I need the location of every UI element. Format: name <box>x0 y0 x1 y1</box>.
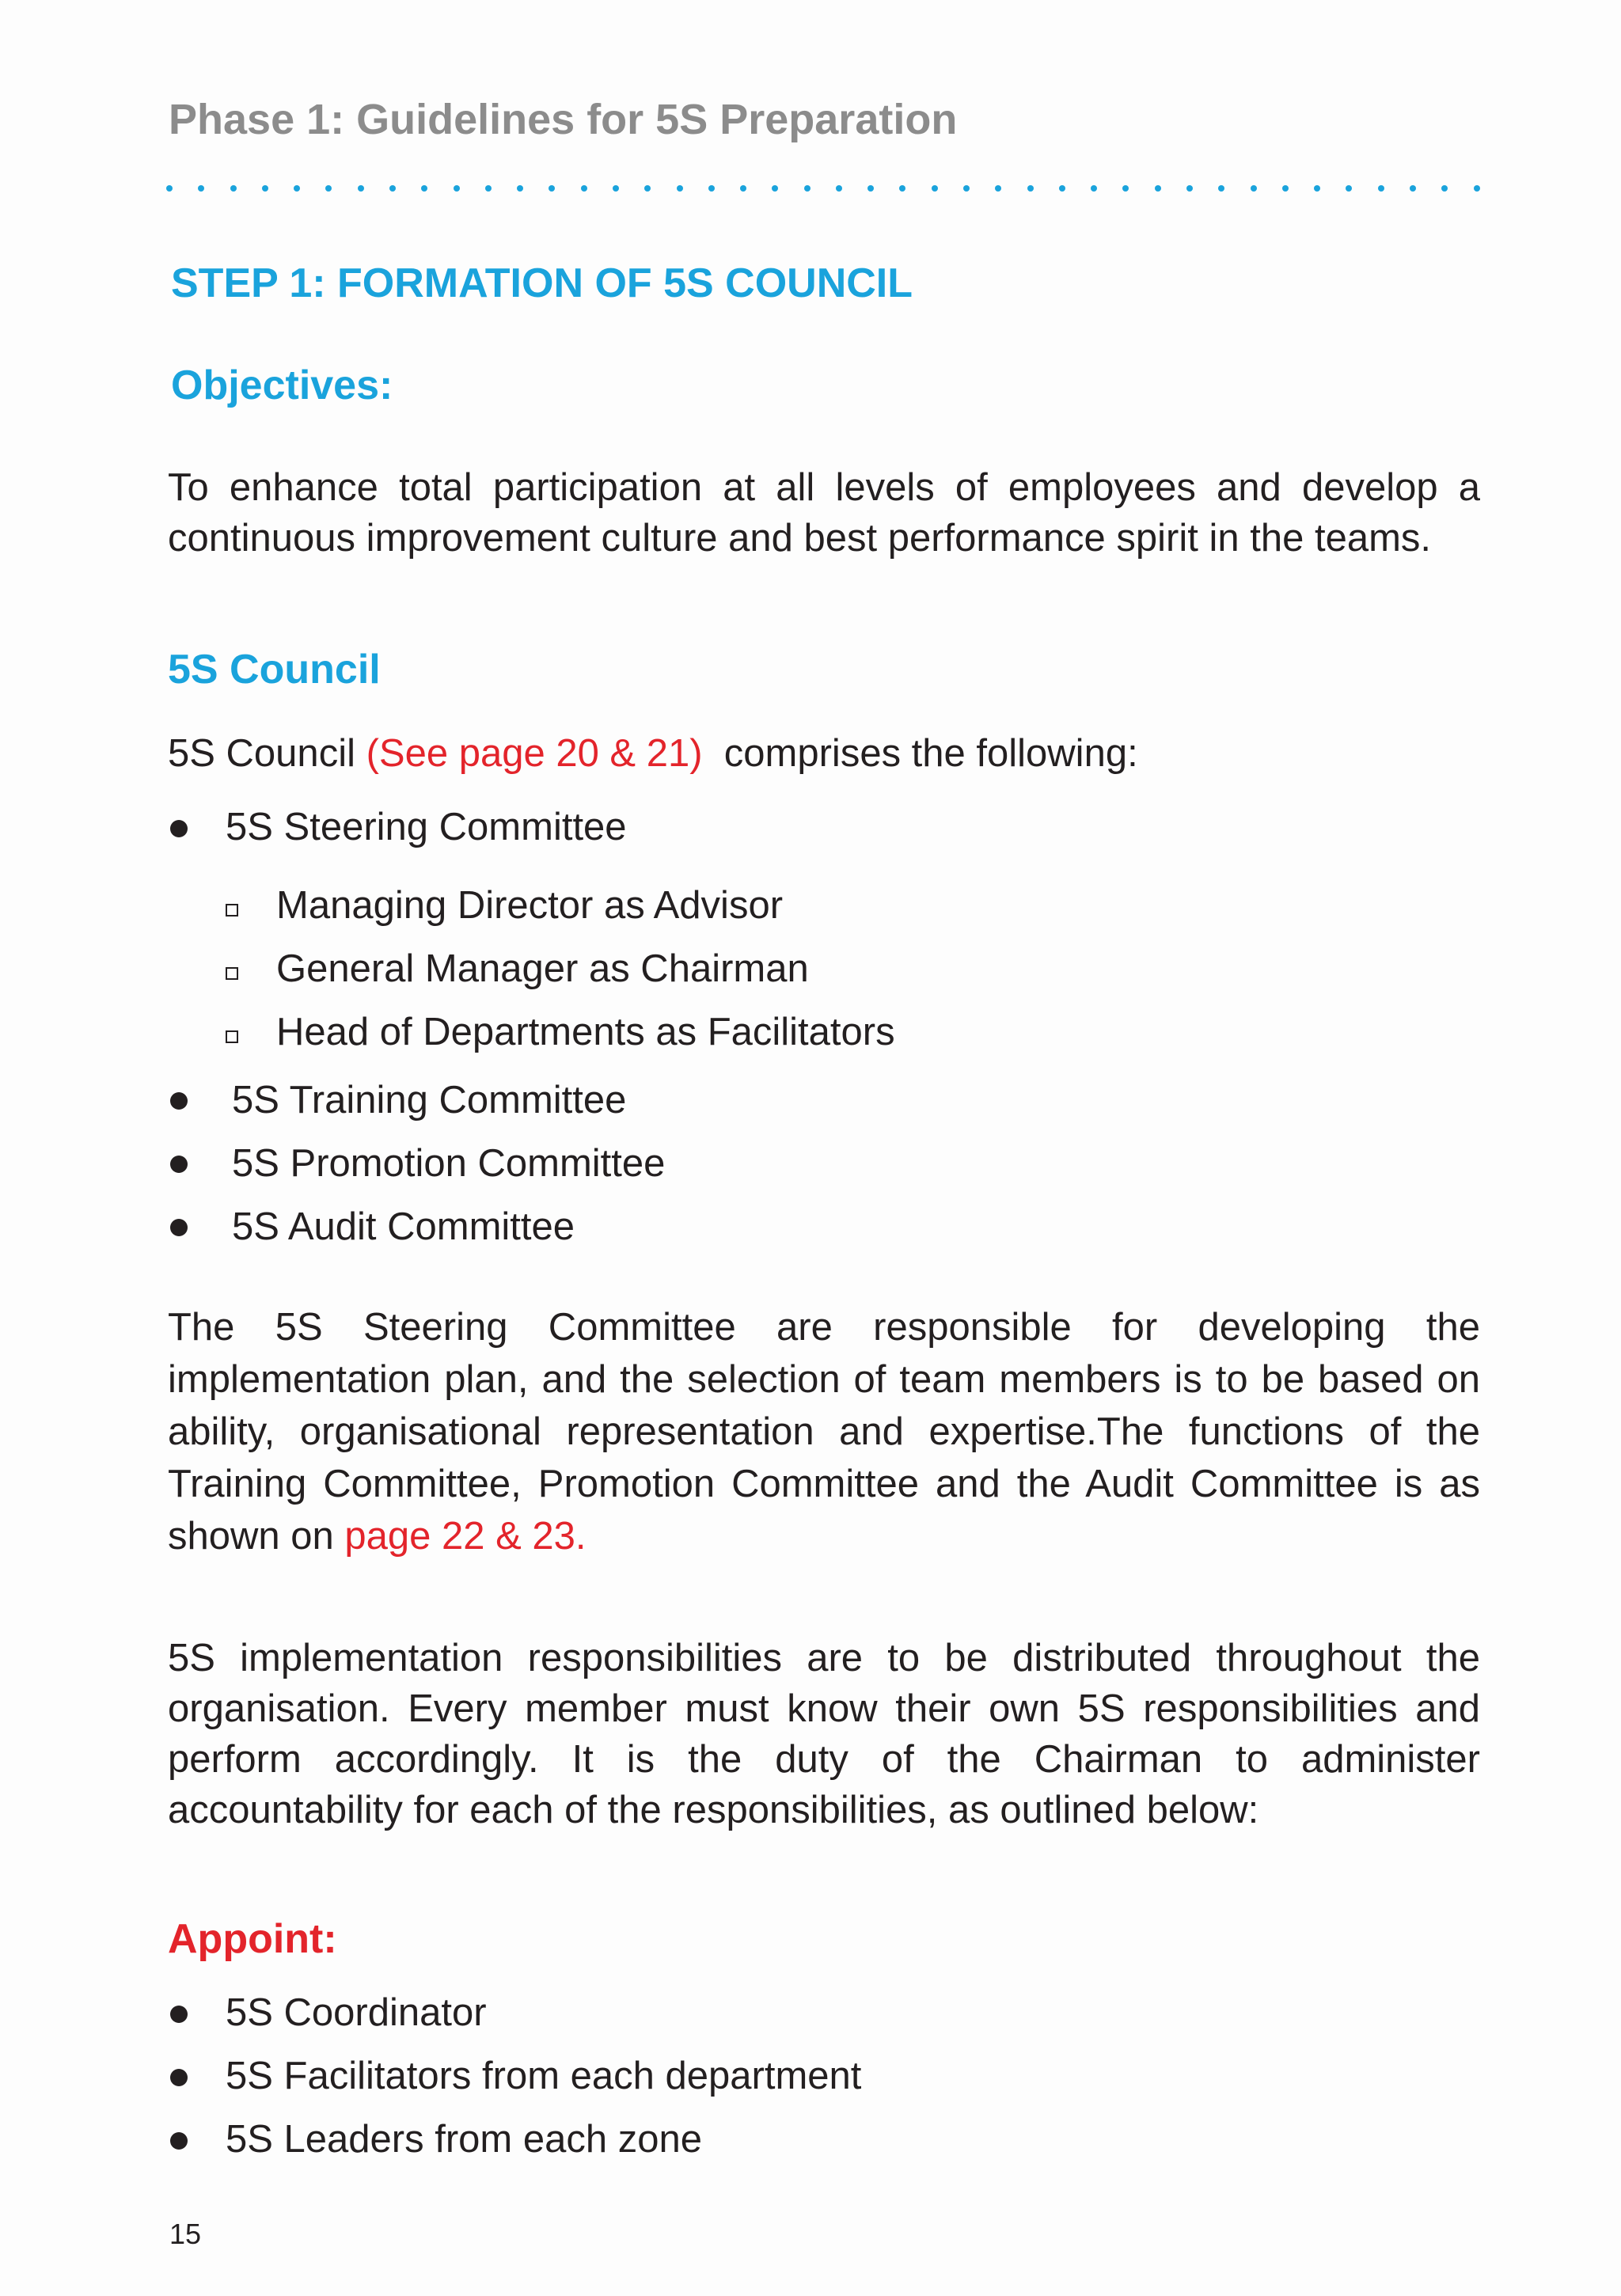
step-title: STEP 1: FORMATION OF 5S COUNCIL <box>171 260 913 306</box>
divider-dot <box>1282 185 1289 192</box>
list-item-audit-committee: 5S Audit Committee <box>232 1205 575 1248</box>
divider-dot <box>1027 185 1034 192</box>
sub-list-item: Managing Director as Advisor <box>276 884 784 927</box>
list-item-training-committee: 5S Training Committee <box>232 1079 627 1121</box>
divider-dot <box>1410 185 1416 192</box>
appoint-heading: Appoint: <box>168 1916 337 1962</box>
divider-dot <box>613 185 619 192</box>
implementation-paragraph: 5S implementation responsibilities are to be distributed throughout the organisation. Every member must know their own 5S responsibilities and perform accordingly. It is the duty of the Chairman to administer accountability for each of the responsibilities, as outlined below: <box>168 1637 1480 1831</box>
divider-dot <box>1441 185 1448 192</box>
divider-dot <box>708 185 715 192</box>
divider-dot <box>772 185 778 192</box>
steering-paragraph-text: The 5S Steering Committee are responsible for developing the implementation plan, and the selection of team members is to be based on ability, organisational representation and expertise.The functions of the Training Committee, Promotion Committee and the Audit Committee is as shown on <box>168 1306 1480 1558</box>
list-item-leaders: 5S Leaders from each zone <box>226 2118 702 2161</box>
bullet-icon <box>170 820 188 837</box>
divider-dot <box>1155 185 1161 192</box>
divider-dot <box>740 185 746 192</box>
divider-dot <box>230 185 237 192</box>
divider-dot <box>517 185 523 192</box>
steering-committee-paragraph <box>168 1301 1480 1562</box>
council-intro <box>168 731 1138 776</box>
objectives-heading: Objectives: <box>171 362 393 408</box>
divider-dot <box>1059 185 1065 192</box>
divider-dot <box>644 185 651 192</box>
divider-dot <box>1218 185 1224 192</box>
divider-dot <box>262 185 268 192</box>
divider-dot <box>1474 185 1480 192</box>
council-intro-suffix: comprises the following: <box>702 732 1138 775</box>
council-page-reference-link[interactable]: (See page 20 & 21) <box>366 732 703 775</box>
divider-dot <box>1091 185 1097 192</box>
divider-dot <box>1122 185 1129 192</box>
bullet-icon <box>170 2132 188 2150</box>
functions-page-reference-link[interactable]: page 22 & 23. <box>344 1515 587 1558</box>
divider-dot <box>932 185 938 192</box>
divider-dot <box>1186 185 1193 192</box>
divider-dot <box>1251 185 1257 192</box>
bullet-icon <box>170 1156 188 1173</box>
divider-dot <box>677 185 683 192</box>
council-heading: 5S Council <box>168 647 381 693</box>
divider-dot <box>421 185 427 192</box>
divider-dot <box>454 185 460 192</box>
divider-dot <box>294 185 300 192</box>
divider-dot <box>995 185 1001 192</box>
divider-dot <box>549 185 555 192</box>
divider-dot <box>1378 185 1384 192</box>
sub-list-item: Head of Departments as Facilitators <box>276 1011 895 1053</box>
bullet-icon <box>170 1219 188 1236</box>
bullet-icon <box>170 2006 188 2023</box>
page-number: 15 <box>169 2218 202 2250</box>
bullet-icon <box>170 2069 188 2086</box>
divider-dot <box>485 185 492 192</box>
checkbox-square-icon <box>226 1030 238 1043</box>
divider-dot <box>867 185 874 192</box>
sub-list-item: General Manager as Chairman <box>276 947 809 990</box>
objectives-paragraph: To enhance total participation at all levels of employees and develop a continuous improvement culture and best performance spirit in the teams. <box>168 466 1480 560</box>
list-item-promotion-committee: 5S Promotion Committee <box>232 1142 666 1185</box>
divider-dot <box>358 185 364 192</box>
divider-dot <box>836 185 842 192</box>
divider-dot <box>1346 185 1352 192</box>
council-intro-prefix: 5S Council <box>168 732 366 775</box>
divider-dot <box>198 185 204 192</box>
list-item-facilitators: 5S Facilitators from each department <box>226 2055 862 2097</box>
divider-dot <box>581 185 587 192</box>
divider-dot <box>389 185 396 192</box>
checkbox-square-icon <box>226 967 238 980</box>
divider-dot <box>1314 185 1320 192</box>
list-item-steering-committee: 5S Steering Committee <box>226 806 627 848</box>
divider-dot <box>899 185 905 192</box>
dotted-divider <box>166 181 1480 195</box>
divider-dot <box>963 185 970 192</box>
list-item-coordinator: 5S Coordinator <box>226 1991 487 2034</box>
checkbox-square-icon <box>226 904 238 917</box>
bullet-icon <box>170 1092 188 1110</box>
divider-dot <box>166 185 173 192</box>
phase-title: Phase 1: Guidelines for 5S Preparation <box>169 96 958 143</box>
divider-dot <box>325 185 332 192</box>
divider-dot <box>804 185 810 192</box>
